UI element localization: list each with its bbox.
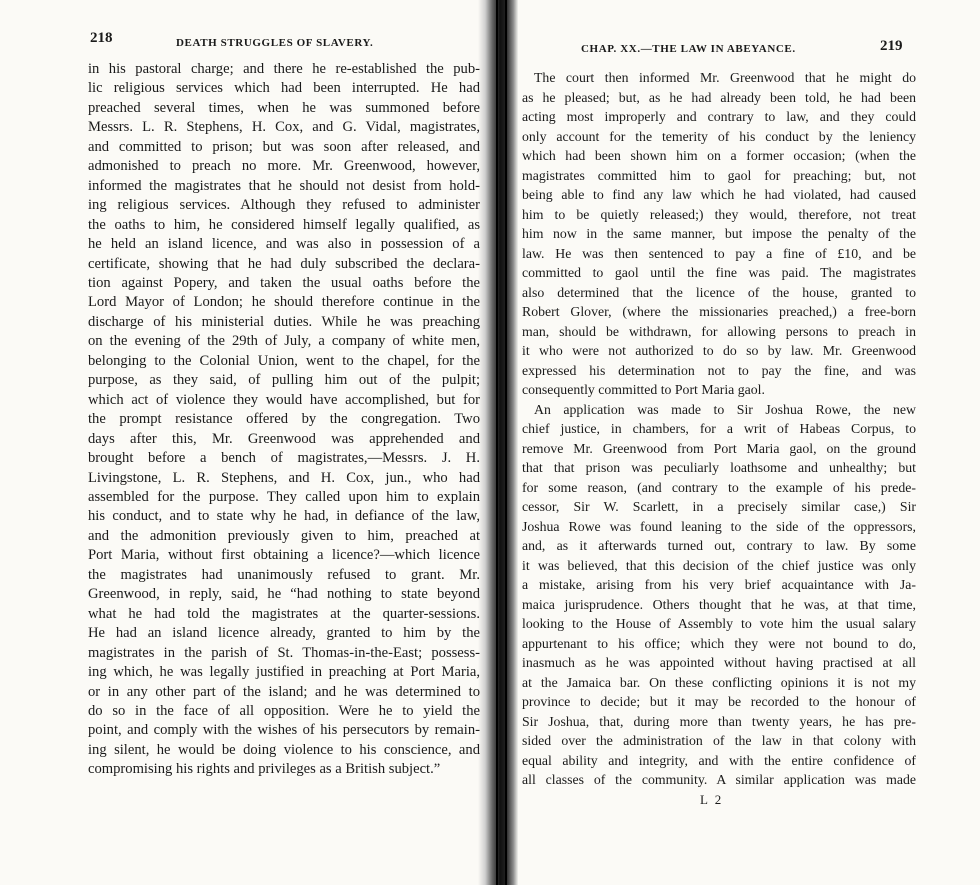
text-line: which had been shown him on a former occasion; (when the [522,148,916,163]
text-line: his conduct, and to state why he had, in defiance of the law, [88,508,480,525]
right-page-number: 219 [880,38,903,54]
text-line: Lord Mayor of London; he should therefore continue in the [88,294,480,311]
text-line: Port Maria, without first obtaining a licence?—which licence [88,547,480,564]
text-line: all classes of the community. A similar application was made [522,772,916,787]
left-running-head: DEATH STRUGGLES OF SLAVERY. [176,37,374,49]
text-line: what he had told the magistrates at the quarter-sessions. [88,605,480,622]
text-line: acting most improperly and contrary to law, and they could [522,109,916,124]
text-line: in his pastoral charge; and there he re-established the pub- [88,61,480,77]
text-line: magistrates in the parish of St. Thomas-in-the-East; possess- [88,644,480,661]
text-line: only account for the temerity of his conduct by the leniency [522,128,916,144]
text-line: or in any other part of the island; and he was determined to [88,683,480,700]
text-line: tion against Popery, and taken the usual oaths before the [88,274,480,291]
text-line: sided over the administration of the law in that colony with [522,733,916,748]
text-line: the magistrates had unanimously refused to grant. Mr. [88,566,480,583]
right-page-body [522,68,916,790]
text-line: a mistake, arising from his very brief acquaintance with Ja- [522,577,916,592]
signature-mark: L 2 [700,792,724,807]
left-page-body [88,60,480,780]
text-line: looking to the House of Assembly to vote him the usual salary [522,616,916,631]
text-line: discharge of his ministerial duties. While he was preaching [88,313,480,330]
text-line: belonging to the Colonial Union, went to the chapel, for the [88,352,480,369]
text-line: informed the magistrates that he should not desist from hold- [88,177,480,194]
text-line: remove Mr. Greenwood from Port Maria gaol, on the ground [522,440,916,456]
text-line: that that prison was peculiarly loathsome and unhealthy; but [522,460,916,475]
text-line: An application was made to Sir Joshua Rowe, the new [534,401,916,417]
text-line: and the admonition previously given to him, preached at [88,527,480,544]
text-line: it was believed, that this decision of the chief justice was only [522,557,916,573]
text-line: brought before a bench of magistrates,—Messrs. J. H. [88,450,480,467]
text-line: cessor, Sir W. Scarlett, in a precisely similar case,) Sir [522,499,916,514]
text-line: him to be quietly released;) they would, therefore, not treat [522,206,916,222]
text-line: Robert Glover, (where the missionaries preached,) a free-born [522,304,916,319]
text-line: as he pleased; but, as he had already been told, he had been [522,89,916,105]
text-line: appurtenant to his office; which they were not bound to do, [522,635,916,651]
text-line: being able to find any law which he had violated, had caused [522,187,916,202]
text-line: the oaths to him, he considered himself legally qualified, as [88,216,480,233]
left-page-number: 218 [90,30,113,46]
text-line: province to decide; but it may be recorded to the honour of [522,694,916,709]
text-line: equal ability and integrity, and with the entire confidence of [522,752,916,768]
text-line: and committed to prison; but was soon after released, and [88,138,480,155]
text-line: days after this, Mr. Greenwood was apprehended and [88,430,480,447]
book-gutter [478,0,518,885]
text-line: chief justice, in chambers, for a writ of Habeas Corpus, to [522,421,916,436]
text-line: purpose, as they said, of pulling him out of the pulpit; [88,372,480,389]
text-line: for some reason, (and contrary to the example of his prede- [522,479,916,495]
text-line: Livingstone, L. R. Stephens, and H. Cox, jun., who had [88,469,480,486]
text-line: him now in the same manner, but impose the penalty of the [522,226,916,241]
text-line: law. He was then sentenced to pay a fine of £10, and be [522,245,916,261]
text-line: ing silent, he would be doing violence to his conscience, and [88,741,480,758]
text-line: which act of violence they would have accomplished, but for [88,391,480,408]
text-line: preached several times, when he was summoned before [88,99,480,116]
gutter-edge-left [496,0,498,885]
text-line: on the evening of the 29th of July, a company of white men, [88,333,480,350]
text-line: inasmuch as he was appointed without having practised at all [522,655,916,670]
text-line: he held an island licence, and was also in possession of a [88,236,480,253]
text-line: He had an island licence already, granted to him by the [88,625,480,642]
text-line: expressed his determination not to pay the fine, and was [522,362,916,378]
text-line: lic religious services which had been interrupted. He had [88,80,480,97]
gutter-edge-right [505,0,507,885]
text-line: committed to gaol until the fine was paid. The magistrates [522,265,916,280]
text-line: assembled for the purpose. They called upon him to explain [88,488,480,505]
text-line: consequently committed to Port Maria gaol. [522,382,765,397]
right-running-head: CHAP. XX.—THE LAW IN ABEYANCE. [581,43,796,55]
text-line: do so in the face of all opposition. Were he to yield the [88,702,480,719]
text-line: ing which, he was legally justified in preaching at Port Maria, [88,664,480,681]
text-line: also determined that the licence of the house, granted to [522,284,916,300]
text-line: the prompt resistance offered by the congregation. Two [88,411,480,428]
text-line: man, should be withdrawn, for allowing persons to preach in [522,323,916,339]
text-line: compromising his rights and privileges as a British subject.” [88,761,441,778]
text-line: admonished to preach no more. Mr. Greenwood, however, [88,158,480,175]
text-line: The court then informed Mr. Greenwood that he might do [534,70,916,85]
text-line: point, and comply with the wishes of his persecutors by remain- [88,722,480,739]
text-line: Joshua Rowe was found leaning to the side of the oppressors, [522,518,916,534]
text-line: and, as it afterwards turned out, contrary to law. By some [522,538,916,553]
text-line: certificate, showing that he had duly subscribed the declara- [88,255,480,272]
text-line: ing religious services. Although they refused to administer [88,197,480,214]
text-line: magistrates committed him to gaol for preaching; but, not [522,167,916,183]
text-line: it who were not authorized to do so by law. Mr. Greenwood [522,343,916,358]
text-line: Sir Joshua, that, during more than twenty years, he has pre- [522,713,916,729]
text-line: Greenwood, in reply, said, he “had nothing to state beyond [88,586,480,603]
text-line: at the Jamaica bar. On these conflicting opinions it is not my [522,674,916,690]
text-line: maica jurisprudence. Others thought that he was, at that time, [522,596,916,612]
text-line: Messrs. L. R. Stephens, H. Cox, and G. Vidal, magistrates, [88,119,480,136]
